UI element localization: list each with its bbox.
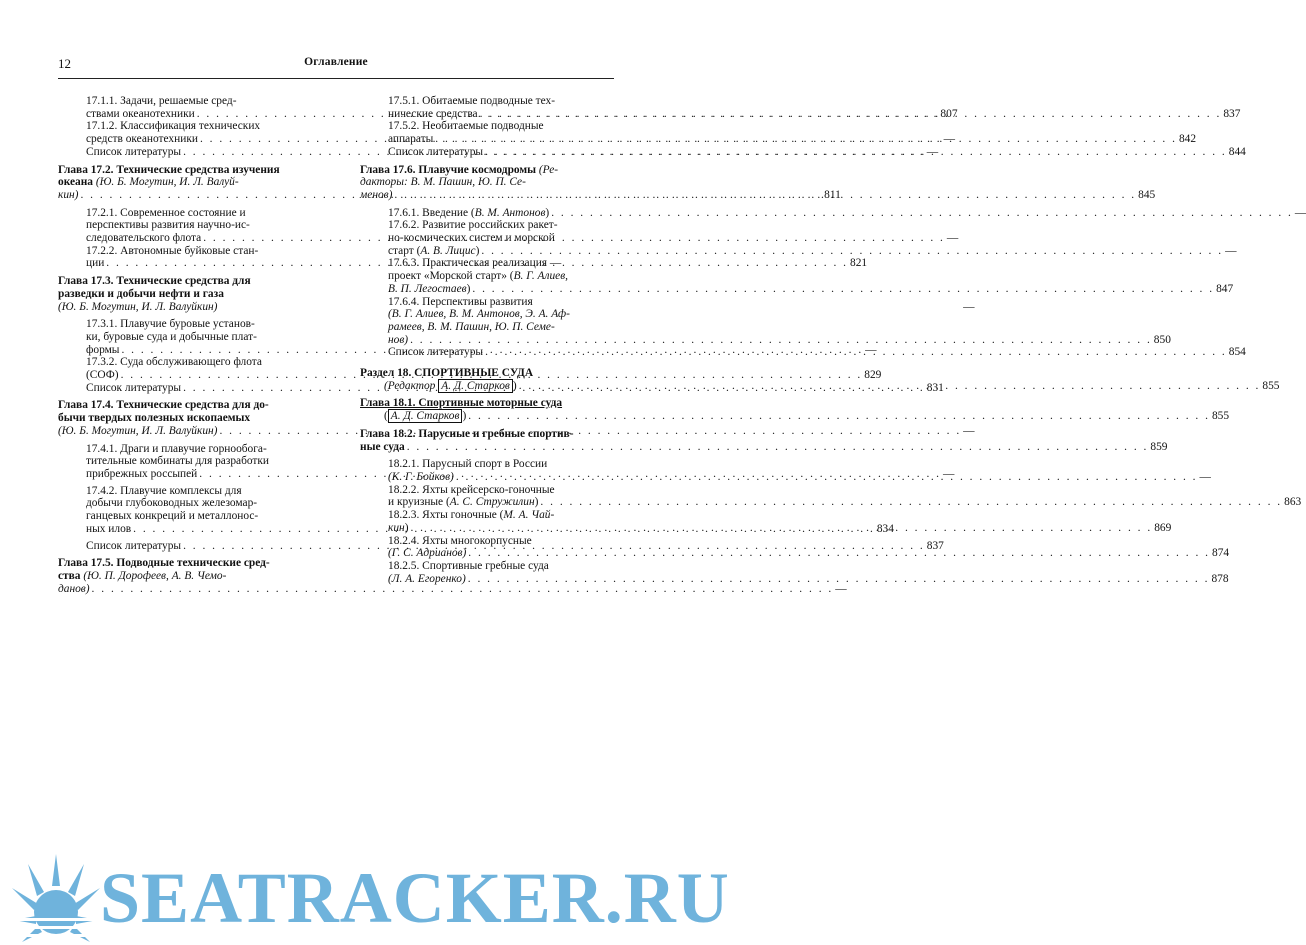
- toc-entry: 17.3.1. Плавучие буровые установ- ки, буровые суда и добычные плат- формы . . . — 17.3.2. Суда обслуживающего флота (СОФ) . . . 829 Список литературы . . . 831: [58, 318, 301, 394]
- toc-section: Раздел 18. СПОРТИВНЫЕ СУДА (Редактор А. Д. Старков ) . . . 855: [360, 367, 614, 392]
- page-ref: 850: [1153, 333, 1171, 346]
- page-header: [58, 56, 614, 76]
- page-ref: 855: [1262, 379, 1280, 392]
- toc-entry: 17.6.1. Введение (В. М. Антонов) . . . — 17.6.2. Развитие российских ракет- но-космических систем и морской старт (А. В. Лицис) . . . — 17.6.3. Практическая реализация — проект «Морской старт» (В. Г. Алиев, В. П. Легостаев) . . . 847 17.6.4. Перспективы развития (В. Г. Алиев, В. М. Антонов, Э. А. Аф- рамеев, В. М. Пашин, Ю. П. Семе- нов) . . . 850 Список литературы . . . 854: [360, 207, 614, 359]
- running-head: Оглавление: [304, 56, 368, 68]
- toc-entry: 18.2.1. Парусный спорт в России (К. Г. Бойков) . . . — 18.2.2. Яхты крейсерско-гоночные и круизные (А. С. Стружилин) . . . 863 18.2.3. Яхты гоночные (М. А. Чай- кин) . . . 869 18.2.4. Яхты многокорпусные (Г. С. Адрианов) . . . 874 18.2.5. Спортивные гребные суда (Л. А. Егоренко) . . . 878: [360, 458, 614, 585]
- page-ref: —: [865, 343, 877, 356]
- page-ref: —: [963, 424, 975, 437]
- sun-logo-icon: [12, 852, 100, 944]
- toc-chapter: Глава 17.3. Технические средства для разведки и добычи нефти и газа (Ю. Б. Могутин, И. Л. Валуйкин) —: [58, 275, 975, 313]
- toc-entry: 17.5.1. Обитаемые подводные тех- нические средства . . . 837 17.5.2. Необитаемые подводные аппараты . . . 842 Список литературы . . . 844: [360, 95, 614, 159]
- header-rule: [58, 78, 614, 79]
- page-ref: 807: [940, 107, 958, 120]
- toc-chapter: Глава 18.2. Парусные и гребные спортив- ные суда . . . 859: [360, 428, 614, 453]
- page-ref: —: [943, 133, 956, 146]
- page-ref: —: [835, 582, 847, 595]
- page-ref: —: [943, 467, 955, 480]
- page-ref: 834: [876, 522, 894, 535]
- toc-chapter: Глава 17.6. Плавучие космодромы (Ре- дакторы: В. М. Пашин, Ю. П. Се- менов) . . . 845: [360, 164, 614, 202]
- toc-chapter: Глава 18.1. Спортивные моторные суда ( А. Д. Старков ) . . . 855: [360, 397, 614, 422]
- toc-entry: 17.2.1. Современное состояние и перспективы развития научно-ис- следовательского флота . . . — 17.2.2. Автономные буйковые стан- ции . . . 821: [58, 207, 301, 271]
- page-ref: 869: [1154, 521, 1172, 534]
- page-ref: 847: [1216, 282, 1234, 295]
- page-ref: —: [926, 145, 939, 158]
- page-ref: —: [963, 300, 975, 313]
- toc-entry: 17.1.1. Задачи, решаемые сред- ствами океанотехники . . . 807 17.1.2. Классификация технических средств океанотехники . . . — Список литературы . . . —: [58, 95, 301, 159]
- author-name-box: А. Д. Старков: [388, 409, 463, 423]
- page-number: 12: [58, 56, 71, 71]
- page-ref: 845: [1138, 188, 1156, 201]
- page-ref: 837: [926, 539, 944, 552]
- page-ref: 863: [1284, 496, 1302, 509]
- watermark-text: SEATRACKER.RU: [100, 858, 730, 938]
- page-ref: 837: [1223, 107, 1241, 120]
- page-ref: 831: [926, 381, 944, 394]
- page-ref: —: [946, 232, 959, 245]
- page-ref: —: [1294, 206, 1306, 219]
- toc-chapter: Глава 17.5. Подводные технические сред- ства (Ю. П. Дорофеев, А. В. Чемо- данов) . . . —: [58, 557, 301, 595]
- editor-name-box: А. Д. Старков: [438, 379, 513, 393]
- toc-chapter: Глава 17.2. Технические средства изучения океана (Ю. Б. Могутин, И. Л. Валуй- кин) . . . 811: [58, 164, 301, 202]
- page-ref: 855: [1211, 410, 1230, 423]
- page-ref: 859: [1150, 440, 1168, 453]
- page-ref: 874: [1212, 547, 1230, 560]
- page-ref: 844: [1228, 145, 1246, 158]
- page-ref: 878: [1211, 572, 1229, 585]
- toc-chapter: Глава 17.4. Технические средства для до- бычи твердых полезных ископаемых (Ю. Б. Могутин, И. Л. Валуйкин) . . . —: [58, 399, 301, 437]
- page-ref: —: [1225, 244, 1237, 257]
- page-ref: 811: [824, 188, 841, 201]
- page-ref: —: [1199, 470, 1211, 483]
- page-ref: 854: [1228, 346, 1246, 359]
- page-ref: 829: [864, 369, 882, 382]
- page-ref: 842: [1178, 133, 1197, 146]
- toc-entry: 17.4.1. Драги и плавучие горнообога- тительные комбинаты для разработки прибрежных россыпей . . . — 17.4.2. Плавучие комплексы для добычи глубоководных железомар- ганцевых конкреций и металлонос- ных илов . . . 834 Список литературы . . . 837: [58, 443, 301, 553]
- page-ref: 821: [850, 257, 868, 270]
- watermark: [0, 850, 730, 945]
